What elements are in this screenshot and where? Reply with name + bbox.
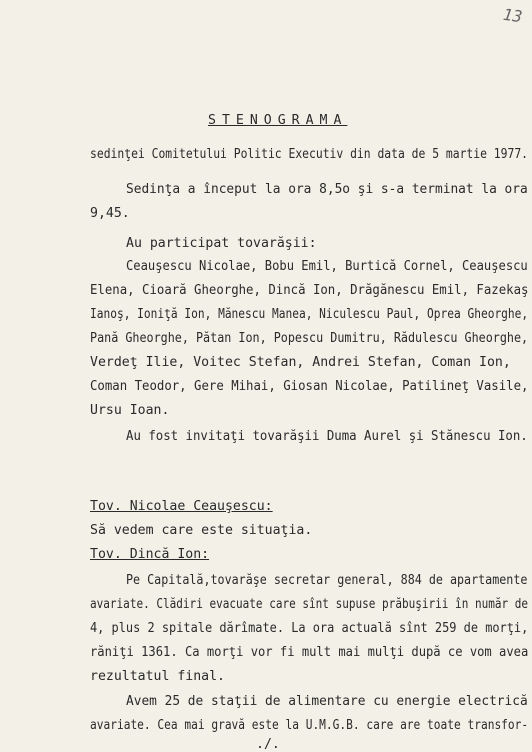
speaker-heading: Tov. Dincă Ion: (90, 547, 210, 562)
speaker-text-line: avariate. Clădiri evacuate care sînt supuse prăbuşirii în număr de (90, 597, 529, 612)
document-subtitle: sedinţei Comitetului Politic Executiv din data de 5 martie 1977. (90, 147, 529, 162)
session-line-2: 9,45. (90, 206, 130, 221)
participants-line: Ceauşescu Nicolae, Bobu Emil, Burtică Cornel, Ceauşescu (126, 259, 528, 274)
speaker-heading: Tov. Nicolae Ceauşescu: (90, 499, 273, 514)
speaker-text-line: răniţi 1361. Ca morţi vor fi mult mai mulţi după ce vom avea (90, 645, 529, 660)
participants-line: Verdeţ Ilie, Voitec Stefan, Andrei Stefan, Coman Ion, (90, 355, 511, 370)
participants-line: Elena, Cioară Gheorghe, Dincă Ion, Drăgănescu Emil, Fazekaş (90, 283, 529, 298)
speaker-text-line: Pe Capitală,tovarăşe secretar general, 884 de apartamente (126, 573, 528, 588)
participants-line: Ianoş, Ioniţă Ion, Mănescu Manea, Niculescu Paul, Oprea Gheorghe, (90, 307, 529, 322)
speaker-text-line: avariate. Cea mai gravă este la U.M.G.B. care are toate transfor- (90, 718, 529, 733)
speaker-text: Să vedem care este situaţia. (90, 523, 313, 538)
participants-heading: Au participat tovarăşii: (126, 236, 317, 251)
invited-line: Au fost invitaţi tovarăşii Duma Aurel şi Stănescu Ion. (126, 429, 528, 444)
speaker-text-line: 4, plus 2 spitale dărîmate. La ora actuală sînt 259 de morţi, (90, 621, 529, 636)
document-title: STENOGRAMA (208, 113, 348, 128)
participants-line: Pană Gheorghe, Pătan Ion, Popescu Dumitru, Rădulescu Gheorghe, (90, 331, 529, 346)
page-number: 13 (501, 4, 524, 27)
continuation-mark: ./. (256, 737, 280, 752)
participants-line: Ursu Ioan. (90, 403, 170, 418)
speaker-text-line: Avem 25 de staţii de alimentare cu energie electrică (126, 694, 528, 709)
participants-line: Coman Teodor, Gere Mihai, Giosan Nicolae, Patilineţ Vasile, (90, 379, 529, 394)
speaker-text-line: rezultatul final. (90, 669, 225, 684)
session-line-1: Sedinţa a început la ora 8,5o şi s-a terminat la ora (126, 182, 528, 197)
